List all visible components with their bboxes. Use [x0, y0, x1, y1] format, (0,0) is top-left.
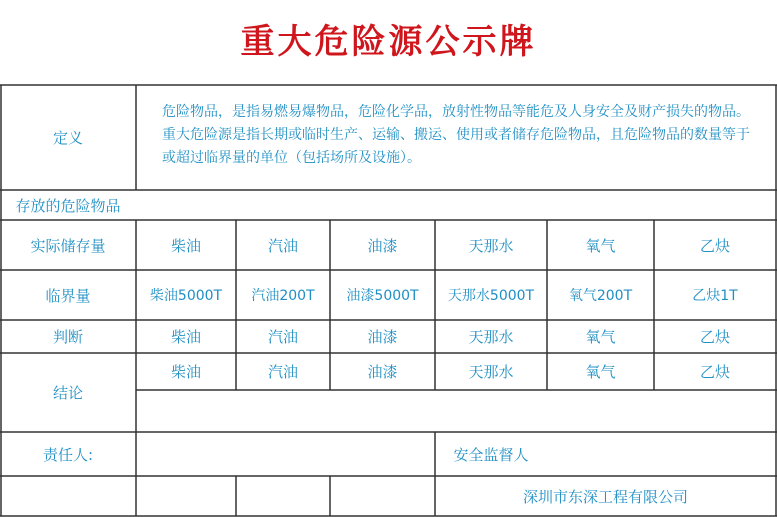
conclusion-item-acetylene: 乙炔	[699, 363, 730, 381]
actual-item-thinner: 天那水	[468, 236, 514, 255]
definition-text: 危险物品，是指易燃易爆物品，危险化学品，放射性物品等能危及人身安全及财产损失的物品。重大危险源是指长期或临时生产、运输、搬运、使用或者储存危险物品，且危险物品的数量等于或超过临界量的单位（包括场所及设施）。	[162, 104, 750, 166]
conclusion-item-gasoline: 汽油	[267, 363, 298, 381]
actual-item-diesel: 柴油	[170, 236, 201, 255]
actual-storage-label: 实际储存量	[30, 236, 106, 255]
page-title: 重大危险源公示牌	[240, 22, 537, 62]
critical-item-thinner: 天那水5000T	[447, 288, 535, 304]
responsible-person-label: 责任人:	[42, 445, 94, 464]
critical-quantity-label: 临界量	[45, 286, 91, 305]
critical-item-paint: 油漆5000T	[346, 288, 419, 304]
actual-item-paint: 油漆	[367, 236, 398, 255]
judge-item-diesel: 柴油	[170, 328, 201, 346]
critical-item-diesel: 柴油5000T	[149, 288, 223, 304]
critical-item-gasoline: 汽油200T	[251, 288, 315, 304]
critical-item-oxygen: 氧气200T	[568, 288, 633, 304]
definition-label: 定义	[52, 129, 83, 147]
judge-item-paint: 油漆	[367, 328, 398, 346]
conclusion-item-paint: 油漆	[367, 363, 398, 381]
conclusion-item-diesel: 柴油	[170, 363, 201, 381]
judge-item-acetylene: 乙炔	[699, 328, 730, 346]
judge-item-oxygen: 氧气	[585, 328, 616, 346]
conclusion-item-thinner: 天那水	[468, 363, 514, 381]
company-name: 深圳市东深工程有限公司	[522, 487, 688, 506]
judge-item-gasoline: 汽油	[267, 328, 298, 346]
actual-item-oxygen: 氧气	[585, 236, 616, 255]
actual-item-gasoline: 汽油	[267, 236, 298, 255]
conclusion-item-oxygen: 氧气	[585, 363, 616, 381]
judgement-label: 判断	[52, 328, 83, 346]
critical-item-acetylene: 乙炔1T	[692, 288, 738, 304]
conclusion-label: 结论	[52, 384, 83, 402]
stored-items-label: 存放的危险物品	[15, 196, 121, 215]
judge-item-thinner: 天那水	[468, 328, 514, 346]
safety-supervisor-label: 安全监督人	[453, 445, 529, 464]
actual-item-acetylene: 乙炔	[699, 236, 730, 255]
